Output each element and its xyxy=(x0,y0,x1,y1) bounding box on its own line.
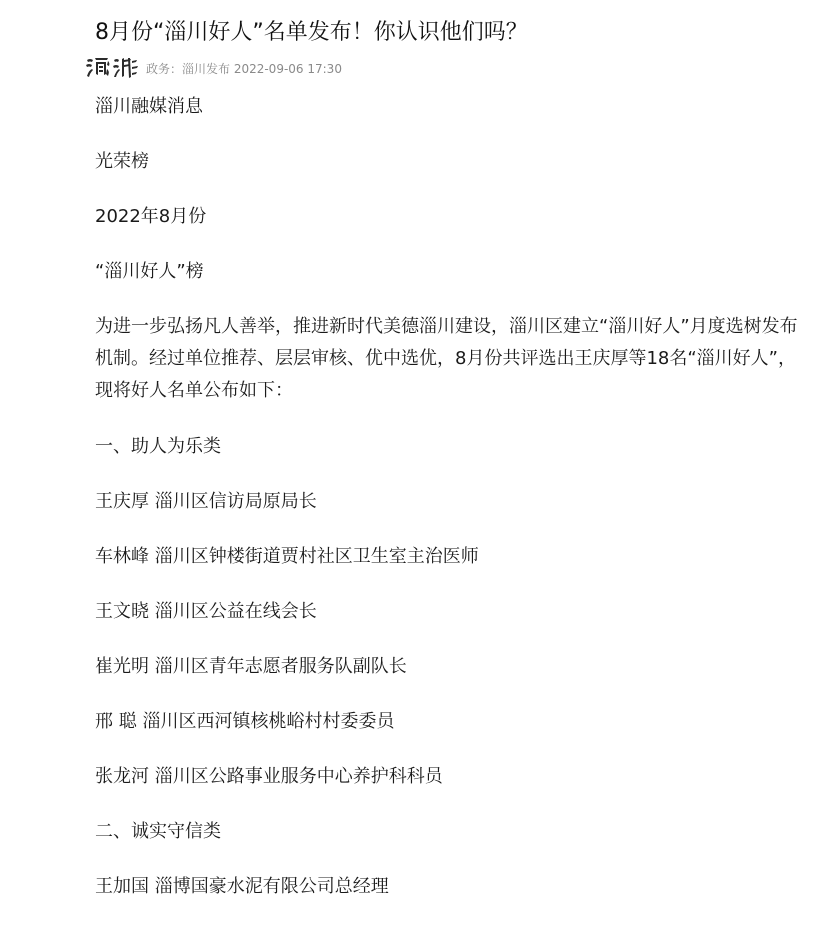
list-item: 邢 聪 淄川区西河镇核桃峪村村委委员 xyxy=(95,711,395,732)
list-item: 王庆厚 淄川区信访局原局长 xyxy=(95,491,317,512)
section-heading-honesty: 二、诚实守信类 xyxy=(95,821,221,842)
article-meta-text: 政务：淄川发布 2022-09-06 17:30 xyxy=(146,61,342,76)
list-item: 崔光明 淄川区青年志愿者服务队副队长 xyxy=(95,656,407,677)
section-heading-helping: 一、助人为乐类 xyxy=(95,436,221,457)
paragraph-source: 淄川融媒消息 xyxy=(95,96,203,117)
paragraph-month: 2022年8月份 xyxy=(95,206,207,227)
article-meta xyxy=(84,53,807,83)
paragraph-list-title: “淄川好人”榜 xyxy=(95,261,204,282)
list-item: 车林峰 淄川区钟楼街道贾村社区卫生室主治医师 xyxy=(95,546,479,567)
article-body xyxy=(95,91,807,902)
thepaper-logo-icon[interactable] xyxy=(84,54,140,82)
article-title: 8月份“淄川好人”名单发布！你认识他们吗？ xyxy=(95,20,528,45)
paragraph-honor-list: 光荣榜 xyxy=(95,151,149,172)
list-item: 王文晓 淄川区公益在线会长 xyxy=(95,601,317,622)
list-item: 王加国 淄博国豪水泥有限公司总经理 xyxy=(95,876,389,897)
article xyxy=(95,0,807,902)
paragraph-intro: 为进一步弘扬凡人善举，推进新时代美德淄川建设，淄川区建立“淄川好人”月度选树发布机制。经过单位推荐、层层审核、优中选优，8月份共评选出王庆厚等18名“淄川好人”，现将好人名单公布如下： xyxy=(95,316,798,401)
list-item: 张龙河 淄川区公路事业服务中心养护科科员 xyxy=(95,766,443,787)
